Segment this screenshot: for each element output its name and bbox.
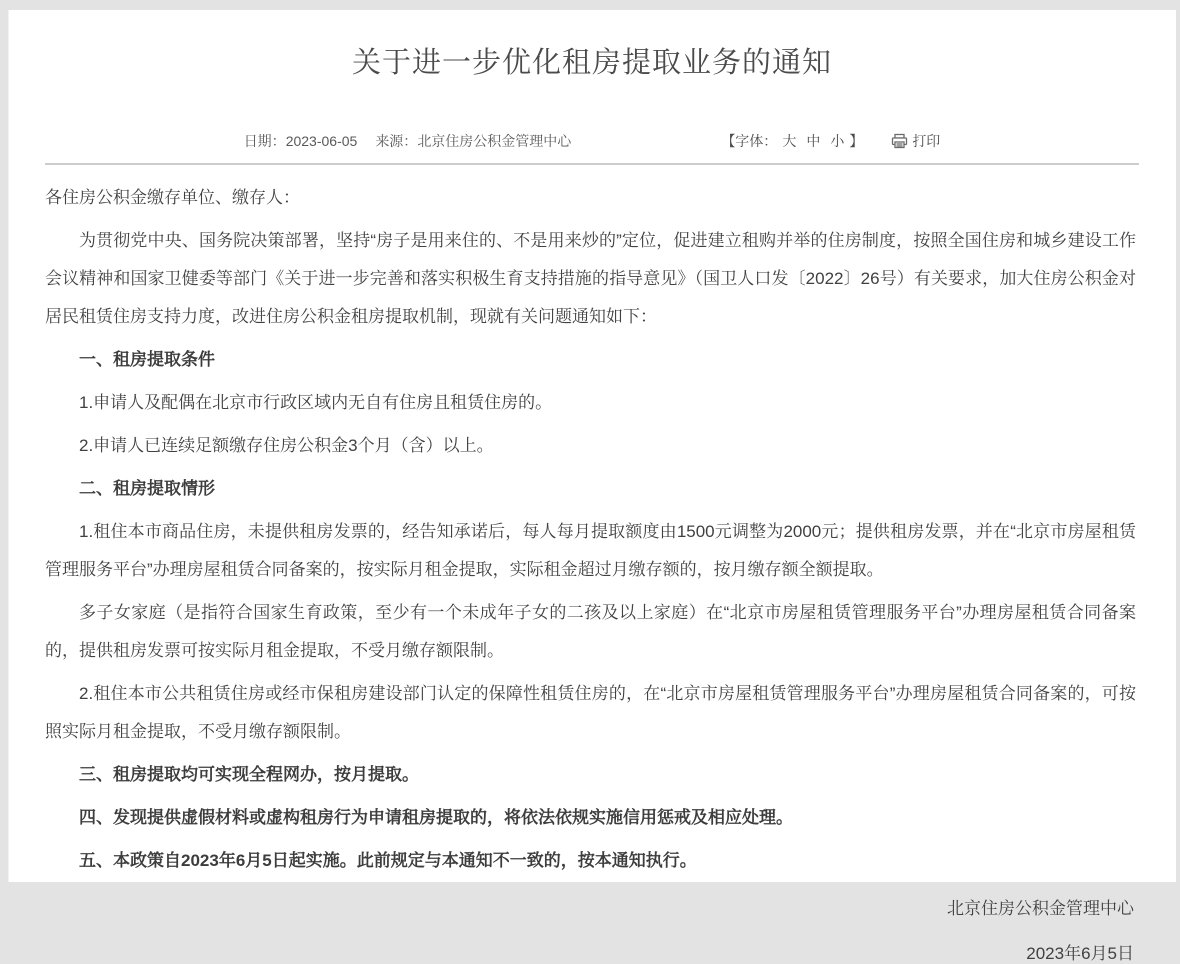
paragraph-condition-1: 1.申请人及配偶在北京市行政区域内无自有住房且租赁住房的。	[45, 384, 1136, 422]
section-heading-5: 五、本政策自2023年6月5日起实施。此前规定与本通知不一致的，按本通知执行。	[45, 842, 1136, 880]
source-label: 来源：	[375, 133, 417, 149]
section-heading-1: 一、租房提取条件	[45, 341, 1136, 379]
paragraph-multi-child: 多子女家庭（是指符合国家生育政策，至少有一个未成年子女的二孩及以上家庭）在“北京市房屋租赁管理服务平台”办理房屋租赁合同备案的，提供租房发票可按实际月租金提取，不受月缴存额限制。	[45, 594, 1136, 670]
font-size-small-button[interactable]: 小	[830, 131, 844, 151]
signature-org: 北京住房公积金管理中心	[45, 894, 1134, 919]
source-value: 北京住房公积金管理中心	[417, 133, 571, 149]
paragraph-case-1: 1.租住本市商品住房，未提供租房发票的，经告知承诺后，每人每月提取额度由1500元调整为2000元；提供租房发票，并在“北京市房屋租赁管理服务平台”办理房屋租赁合同备案的，按实际月租金提取，实际租金超过月缴存额的，按月缴存额全额提取。	[45, 513, 1136, 589]
section-heading-3: 三、租房提取均可实现全程网办，按月提取。	[45, 756, 1136, 794]
print-label: 打印	[912, 131, 940, 151]
font-size-controls	[721, 131, 940, 151]
printer-icon	[891, 133, 908, 149]
print-button[interactable]	[891, 131, 940, 151]
paragraph-condition-2: 2.申请人已连续足额缴存住房公积金3个月（含）以上。	[45, 427, 1136, 465]
document-page	[8, 10, 1176, 882]
signature-block	[45, 894, 1134, 964]
font-controls-suffix: 】	[849, 131, 863, 151]
font-size-large-button[interactable]: 大	[782, 131, 796, 151]
header-divider	[45, 163, 1139, 165]
date-label: 日期：	[244, 133, 286, 149]
paragraph-intro: 为贯彻党中央、国务院决策部署，坚持“房子是用来住的、不是用来炒的”定位，促进建立租购并举的住房制度，按照全国住房和城乡建设工作会议精神和国家卫健委等部门《关于进一步完善和落实积极生育支持措施的指导意见》（国卫人口发〔2022〕26号）有关要求，加大住房公积金对居民租赁住房支持力度，改进住房公积金租房提取机制，现就有关问题通知如下：	[45, 222, 1136, 336]
salutation: 各住房公积金缴存单位、缴存人：	[45, 179, 1136, 217]
paragraph-case-2: 2.租住本市公共租赁住房或经市保租房建设部门认定的保障性租赁住房的，在“北京市房屋租赁管理服务平台”办理房屋租赁合同备案的，可按照实际月租金提取，不受月缴存额限制。	[45, 675, 1136, 751]
meta-info	[244, 131, 572, 151]
meta-row	[8, 129, 1176, 153]
document-body	[45, 179, 1136, 880]
font-size-medium-button[interactable]: 中	[806, 131, 820, 151]
section-heading-2: 二、租房提取情形	[45, 470, 1136, 508]
page-title: 关于进一步优化租房提取业务的通知	[8, 40, 1176, 81]
signature-date: 2023年6月5日	[45, 939, 1134, 964]
section-heading-4: 四、发现提供虚假材料或虚构租房行为申请租房提取的，将依法依规实施信用惩戒及相应处理。	[45, 799, 1136, 837]
font-controls-prefix: 【字体：	[721, 131, 777, 151]
date-value: 2023-06-05	[286, 133, 358, 149]
